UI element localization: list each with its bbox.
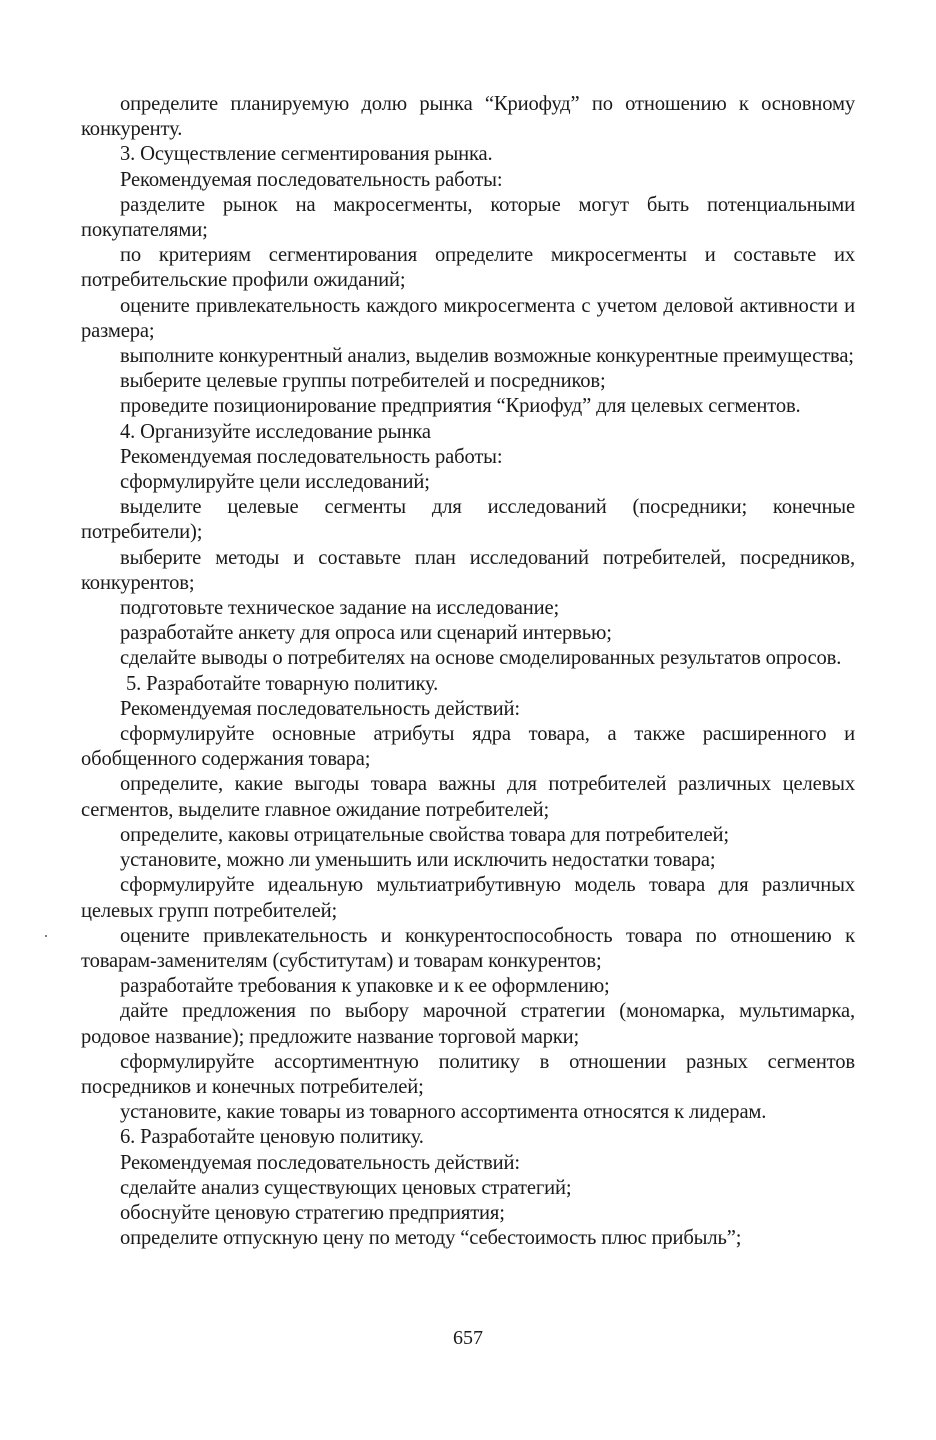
paragraph: подготовьте техническое задание на исследование; (120, 597, 560, 620)
paragraph: разработайте анкету для опроса или сценарий интервью; (120, 622, 612, 645)
paragraph: проведите позиционирование предприятия “Криофуд” для целевых сегментов. (120, 395, 801, 418)
paragraph: по критериям сегментирования определите микросегменты и составьте их потребительские профили ожиданий; (81, 244, 855, 292)
paragraph: сформулируйте основные атрибуты ядра товара, а также расширенного и обобщенного содержания товара; (81, 723, 855, 771)
scan-speck (45, 935, 47, 937)
paragraph: определите отпускную цену по методу “себестоимость плюс прибыль”; (120, 1227, 742, 1250)
paragraph: Рекомендуемая последовательность действий: (120, 697, 520, 720)
paragraph: определите планируемую долю рынка “Криофуд” по отношению к основному конкуренту. (81, 93, 855, 141)
paragraph: оцените привлекательность каждого микросегмента с учетом деловой активности и размера; (81, 294, 855, 342)
paragraph: установите, какие товары из товарного ассортимента относятся к лидерам. (120, 1101, 767, 1124)
paragraph: Рекомендуемая последовательность работы: (120, 445, 503, 468)
paragraph: установите, можно ли уменьшить или исключить недостатки товара; (120, 849, 716, 872)
page-body (81, 92, 855, 1251)
paragraph: дайте предложения по выбору марочной стратегии (мономарка, мультимарка, родовое название); предложите название торговой марки; (81, 1000, 855, 1048)
paragraph: сделайте выводы о потребителях на основе смоделированных результатов опросов. (120, 647, 842, 670)
paragraph: определите, каковы отрицательные свойства товара для потребителей; (120, 823, 729, 846)
paragraph: Рекомендуемая последовательность работы: (120, 168, 503, 191)
paragraph: разделите рынок на макросегменты, которые могут быть потенциальными покупателями; (81, 193, 855, 242)
paragraph: сформулируйте идеальную мультиатрибутивную модель товара для различных целевых групп потребителей; (81, 874, 855, 922)
paragraph: сделайте анализ существующих ценовых стратегий; (120, 1176, 572, 1199)
paragraph: выделите целевые сегменты для исследований (посредники; конечные потребители); (81, 496, 855, 544)
paragraph: выберите методы и составьте план исследований потребителей, посредников, конкурентов; (81, 546, 855, 594)
paragraph: сформулируйте ассортиментную политику в отношении разных сегментов посредников и конечных потребителей; (81, 1050, 855, 1098)
section-heading: 3. Осуществление сегментирования рынка. (120, 143, 493, 166)
paragraph: оцените привлекательность и конкурентоспособность товара по отношению к товарам-заменителям (субститутам) и товарам конкурентов; (81, 924, 855, 972)
page-number: 657 (453, 1327, 483, 1349)
paragraph: выполните конкурентный анализ, выделив возможные конкурентные преимущества; (120, 345, 854, 368)
paragraph: сформулируйте цели исследований; (120, 471, 430, 494)
paragraph: выберите целевые группы потребителей и посредников; (120, 370, 606, 393)
section-heading: 4. Организуйте исследование рынка (120, 420, 431, 443)
paragraph: разработайте требования к упаковке и к ее оформлению; (120, 975, 610, 998)
paragraph: Рекомендуемая последовательность действий: (120, 1151, 520, 1174)
section-heading: 6. Разработайте ценовую политику. (120, 1126, 424, 1149)
paragraph: обоснуйте ценовую стратегию предприятия; (120, 1201, 505, 1224)
paragraph: определите, какие выгоды товара важны для потребителей различных целевых сегментов, выделите главное ожидание потребителей; (81, 773, 855, 821)
section-heading: 5. Разработайте товарную политику. (126, 672, 439, 695)
